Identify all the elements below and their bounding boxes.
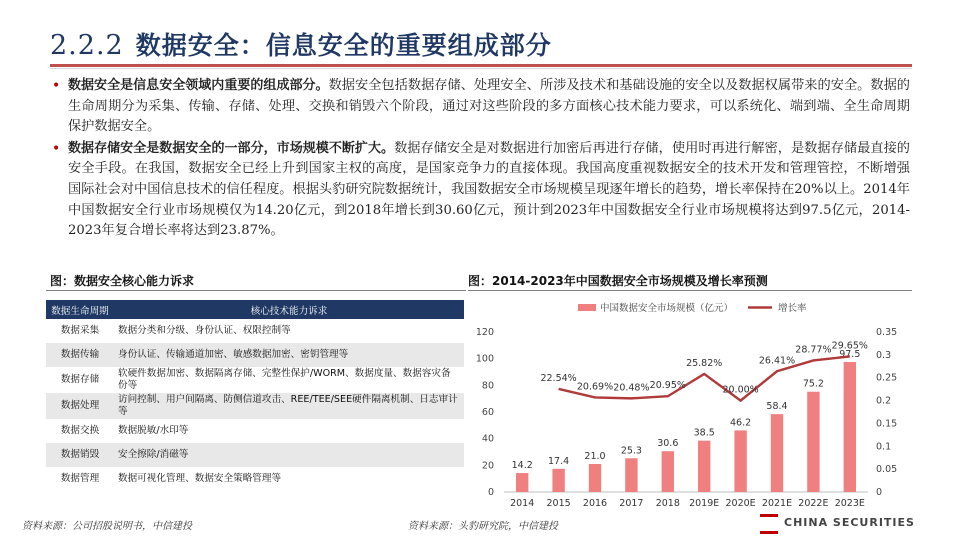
table-cell-requirement: 数据可视化管理、数据安全策略管理等 [118, 473, 282, 484]
left-axis-tick: 120 [475, 327, 494, 338]
table-cell-stage: 数据管理 [60, 473, 100, 484]
left-axis-tick: 100 [475, 353, 494, 365]
right-axis-tick: 0.05 [876, 464, 898, 476]
chart-bars [512, 349, 861, 492]
section-title: 数据安全：信息安全的重要组成部分 [135, 31, 552, 60]
table-header-row [46, 300, 464, 319]
left-axis-tick: 60 [481, 407, 494, 418]
table-cell-requirement: 安全擦除/消磁等 [114, 443, 464, 467]
logo-mark-icon [760, 514, 778, 534]
table-row [46, 393, 464, 419]
table-cell-stage: 数据销毁 [46, 443, 114, 467]
company-logo [760, 510, 920, 534]
bullet-1-body: 数据安全包括数据存储、处理安全、所涉及技术和基础设施的安全以及数据权属带来的安全。数据的生命周期分为采集、传输、存储、处理、交换和销毁六个阶段，通过对这些阶段的多方面核心技术能力要求，可以系统化、端到端、全生命周期保护数据安全。 [68, 78, 910, 135]
growth-label: 28.77% [795, 344, 832, 356]
growth-label: 25.82% [686, 357, 723, 369]
table-header-requirement: 核心技术能力诉求 [114, 300, 464, 319]
table-row [46, 419, 464, 443]
bullet-dot-icon: • [52, 78, 61, 94]
x-axis-tick: 2019E [689, 498, 720, 509]
source-note-right: 资料来源：头豹研究院，中信建投 [408, 521, 558, 532]
bar-label: 46.2 [730, 417, 752, 429]
bar-2014 [516, 473, 528, 492]
growth-label: 29.65% [831, 340, 868, 352]
table-cell-stage: 数据处理 [46, 393, 114, 419]
chart-axes [476, 327, 897, 509]
bullet-dot-icon: • [52, 140, 61, 157]
left-axis-tick: 20 [481, 460, 494, 472]
bar-label: 14.2 [511, 460, 533, 472]
right-axis-tick: 0.2 [876, 395, 892, 407]
right-axis-tick: 0.35 [876, 327, 898, 338]
bar-label: 25.3 [620, 445, 642, 457]
x-axis-tick: 2023E [834, 498, 865, 509]
x-axis-tick: 2014 [510, 498, 535, 509]
right-axis-tick: 0 [876, 487, 883, 498]
left-axis-tick: 80 [481, 380, 494, 392]
bar-label: 38.5 [693, 427, 715, 439]
bullet-item-2 [50, 139, 910, 242]
table-cell-stage: 数据采集 [60, 325, 100, 336]
legend-bar-label: 中国数据安全市场规模（亿元） [600, 303, 734, 314]
chart-caption-rule [468, 290, 912, 291]
legend-bar-swatch [578, 304, 596, 311]
bar-2023E [844, 362, 856, 492]
header-divider-thin [50, 68, 912, 69]
bar-label: 30.6 [657, 438, 679, 450]
bar-label: 75.2 [802, 378, 824, 390]
right-axis-tick: 0.3 [876, 349, 892, 361]
table-cell-stage: 数据存储 [60, 374, 100, 385]
bar-2018 [662, 451, 674, 492]
x-axis-tick: 2018 [655, 498, 680, 509]
table-row [46, 367, 464, 393]
table-cell-requirement: 访问控制、用户间隔离、防侧信道攻击、REE/TEE/SEE硬件隔离机制、日志审计等 [114, 393, 464, 419]
x-axis-tick: 2022E [798, 498, 829, 509]
chart-growth-line [540, 340, 867, 400]
bar-label: 17.4 [548, 455, 570, 467]
growth-label: 22.54% [540, 372, 577, 384]
growth-label: 26.41% [758, 355, 796, 367]
bar-label: 58.4 [766, 401, 788, 413]
bar-2021E [771, 414, 783, 492]
bar-2020E [734, 430, 746, 492]
left-axis-tick: 40 [481, 433, 494, 445]
bar-2015 [552, 469, 564, 492]
bullet-1-lead: 数据安全是信息安全领域内重要的组成部分。 [68, 78, 329, 93]
x-axis-tick: 2015 [546, 498, 571, 509]
table-body [46, 319, 464, 491]
source-note-left: 资料来源：公司招股说明书，中信建投 [22, 521, 192, 532]
growth-label: 20.00% [722, 384, 759, 396]
left-axis-tick: 0 [487, 487, 494, 498]
market-chart [466, 292, 916, 514]
bar-label: 97.5 [839, 349, 861, 360]
table-cell-stage: 数据传输 [46, 343, 114, 367]
logo-text: CHINA SECURITIES [784, 516, 915, 529]
bullet-2-body: 数据存储安全是对数据进行加密后再进行存储，使用时再进行解密，是数据存储最直接的安全手段。在我国，数据安全已经上升到国家主权的高度，是国家竞争力的直接体现。我国高度重视数据安全的技术开发和管理管控，不断增强国际社会对中国信息技术的信任程度。根据头豹研究院数据统计，我国数据安全市场规模呈现逐年增长的趋势，增长率保持在20%以上。2014年中国数据安全行业市场规模仅为14.20亿元，到2018年增长到30.60亿元，预计到2023年中国数据安全行业市场规模将达到97.5亿元，2014-2023年复合增长率将达到23.87%。 [68, 140, 910, 239]
right-axis-tick: 0.15 [876, 418, 898, 430]
x-axis-tick: 2017 [619, 498, 644, 509]
x-axis-tick: 2020E [725, 498, 756, 509]
header-divider [50, 64, 912, 67]
table-cell-requirement: 身份认证、传输通道加密、敏感数据加密、密钥管理等 [114, 343, 464, 367]
bar-2022E [807, 392, 819, 492]
growth-label: 20.48% [613, 382, 650, 394]
chart-caption: 图：2014-2023年中国数据安全市场规模及增长率预测 [468, 274, 768, 288]
table-header-stage: 数据生命周期 [46, 300, 114, 319]
table-row [46, 443, 464, 467]
x-axis-tick: 2021E [761, 498, 793, 509]
x-axis-tick: 2016 [582, 498, 608, 509]
bar-2017 [625, 458, 637, 492]
table-cell-requirement: 数据分类和分级、身份认证、权限控制等 [118, 325, 291, 336]
page-title [50, 26, 552, 62]
table-cell-requirement: 数据脱敏/水印等 [118, 425, 189, 436]
bar-2016 [589, 464, 601, 492]
growth-label: 20.69% [576, 381, 614, 393]
right-axis-tick: 0.25 [876, 372, 898, 384]
legend-line-label: 增长率 [778, 303, 807, 314]
table-cell-requirement: 软硬件数据加密、数据隔离存储、完整性保护/WORM、数据度量、数据容灾备份等 [118, 368, 451, 391]
section-number: 2.2.2 [50, 30, 124, 61]
bar-2019E [698, 441, 710, 492]
table-cell-stage: 数据交换 [60, 425, 100, 436]
capability-table [46, 300, 464, 491]
table-row [46, 467, 464, 491]
bullet-list [50, 76, 910, 243]
chart-legend [578, 302, 807, 314]
table-row [46, 343, 464, 367]
table-row [46, 319, 464, 343]
bar-label: 21.0 [584, 451, 606, 462]
bullet-2-lead: 数据存储安全是数据安全的一部分，市场规模不断扩大。 [68, 140, 395, 156]
table-caption: 图：数据安全核心能力诉求 [50, 274, 195, 288]
growth-label: 20.95% [649, 380, 686, 392]
right-axis-tick: 0.1 [876, 441, 892, 453]
bullet-item-1 [50, 76, 910, 138]
table-caption-rule [46, 290, 466, 291]
